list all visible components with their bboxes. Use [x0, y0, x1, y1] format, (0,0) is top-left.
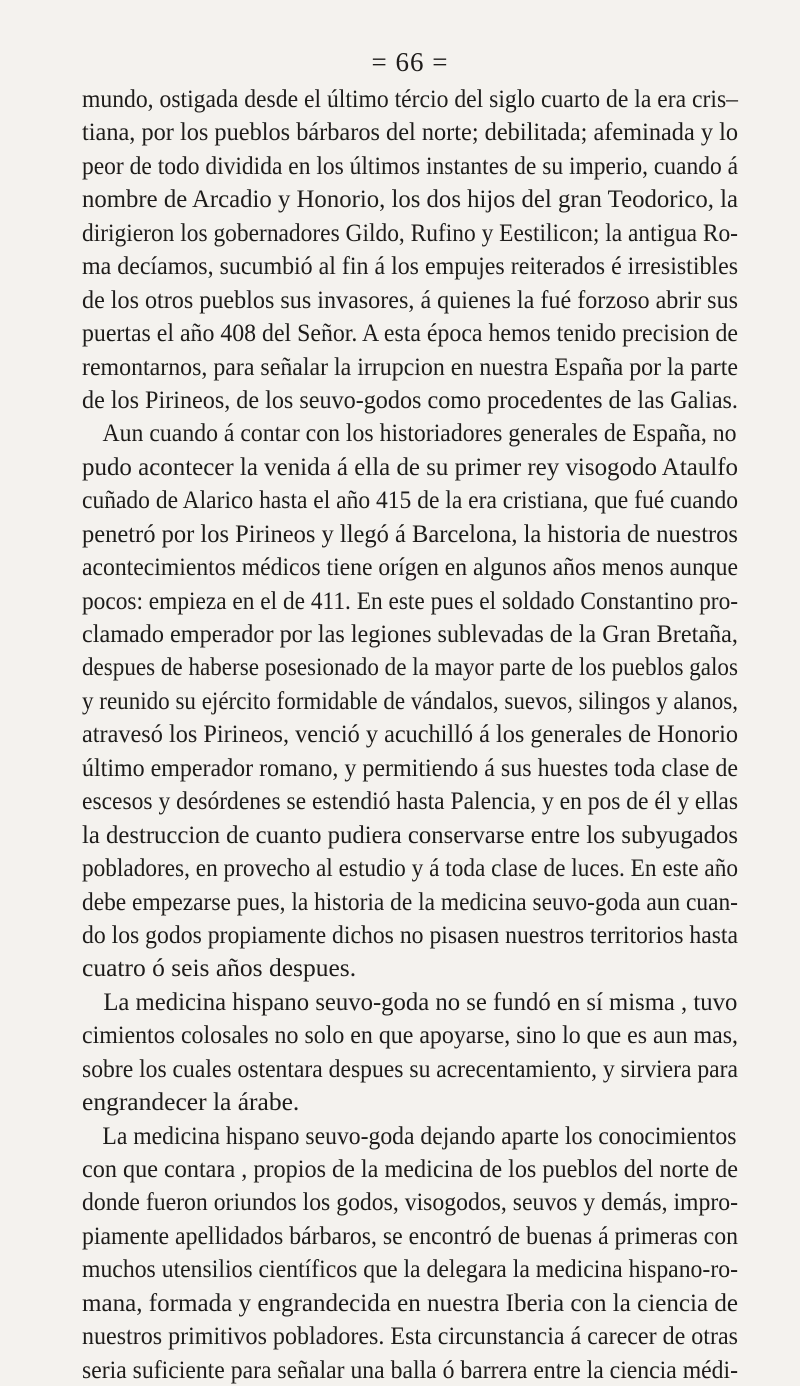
text-line: ma decíamos, sucumbió al fin á los empujes reiterados é irresistibles [82, 251, 739, 281]
text-line: nombre de Arcadio y Honorio, los dos hijos del gran Teodorico, la [82, 184, 738, 214]
text-line: cuñado de Alarico hasta el año 415 de la era cristiana, que fué cuando [82, 485, 738, 515]
text-line: de los otros pueblos sus invasores, á quienes la fué forzoso abrir sus [82, 284, 739, 314]
text-line: acontecimientos médicos tiene orígen en algunos años menos aunque [82, 552, 738, 582]
text-line: la destruccion de cuanto pudiera conservarse entre los subyugados [82, 819, 739, 849]
text-line: Aun cuando á contar con los historiadores generales de España, no [102, 418, 737, 448]
text-line: nuestros primitivos pobladores. Esta circunstancia á carecer de otras [82, 1321, 739, 1351]
text-line: mundo, ostigada desde el último tércio del siglo cuarto de la era cris– [82, 84, 738, 113]
text-line: pobladores, en provecho al estudio y á toda clase de luces. En este año [82, 853, 738, 883]
text-line: cimientos colosales no solo en que apoyarse, sino lo que es aun mas, [82, 1020, 739, 1050]
page-body-text [82, 82, 738, 1386]
text-line: peor de todo dividida en los últimos instantes de su imperio, cuando á [82, 150, 739, 180]
text-line: engrandecer la árabe. [82, 1087, 300, 1117]
paragraph [82, 985, 738, 1119]
text-line: debe empezarse pues, la historia de la medicina seuvo-goda aun cuan- [82, 886, 738, 916]
text-line: piamente apellidados bárbaros, se encontró de buenas á primeras con [82, 1220, 738, 1250]
text-line: dirigieron los gobernadores Gildo, Rufino y Eestilicon; la antigua Ro- [82, 217, 738, 247]
text-line: penetró por los Pirineos y llegó á Barcelona, la historia de nuestros [82, 518, 738, 548]
text-line: cuatro ó seis años despues. [82, 953, 357, 983]
text-line: donde fueron oriundos los godos, visogodos, seuvos y demás, impro- [82, 1187, 739, 1217]
paragraph [82, 1119, 738, 1386]
text-line: muchos utensilios científicos que la delegara la medicina hispano-ro- [82, 1254, 738, 1284]
text-line: clamado emperador por las legiones sublevadas de la Gran Bretaña, [82, 619, 738, 648]
text-line: último emperador romano, y permitiendo á sus huestes toda clase de [82, 752, 739, 782]
book-page [82, 46, 739, 1384]
text-line: mana, formada y engrandecida en nuestra Iberia con la ciencia de [82, 1287, 738, 1317]
text-line: La medicina hispano seuvo-goda dejando aparte los conocimientos [102, 1120, 737, 1150]
text-line: do los godos propiamente dichos no pisasen nuestros territorios hasta [82, 919, 739, 949]
text-line: tiana, por los pueblos bárbaros del norte; debilitada; afeminada y lo [82, 117, 739, 147]
text-line: pudo acontecer la venida á ella de su primer rey visogodo Ataulfo [82, 451, 739, 481]
text-line: sobre los cuales ostentara despues su acrecentamiento, y sirviera para [82, 1053, 739, 1083]
text-line: pocos: empieza en el de 411. En este pues el soldado Constantino pro- [82, 585, 739, 615]
text-line: con que contara , propios de la medicina de los pueblos del norte de [82, 1154, 739, 1183]
paragraph [82, 416, 738, 984]
paragraph [82, 82, 738, 416]
text-line: La medicina hispano seuvo-goda no se fundó en sí misma , tuvo [103, 986, 738, 1016]
text-line: escesos y desórdenes se estendió hasta Palencia, y en pos de él y ellas [82, 786, 738, 816]
text-line: seria suficiente para señalar una balla ó barrera entre la ciencia médi- [82, 1354, 738, 1384]
text-line: y reunido su ejército formidable de vándalos, suevos, silingos y alanos, [82, 685, 739, 715]
text-line: despues de haberse posesionado de la mayor parte de los pueblos galos [82, 652, 738, 682]
text-line: puertas el año 408 del Señor. A esta época hemos tenido precision de [82, 318, 739, 348]
text-line: remontarnos, para señalar la irrupcion en nuestra España por la parte [82, 351, 738, 381]
text-line: atravesó los Pirineos, venció y acuchilló á los generales de Honorio [82, 719, 739, 749]
page-number: = 66 = [371, 47, 449, 77]
text-line: de los Pirineos, de los seuvo-godos como procedentes de las Galias. [82, 384, 738, 414]
